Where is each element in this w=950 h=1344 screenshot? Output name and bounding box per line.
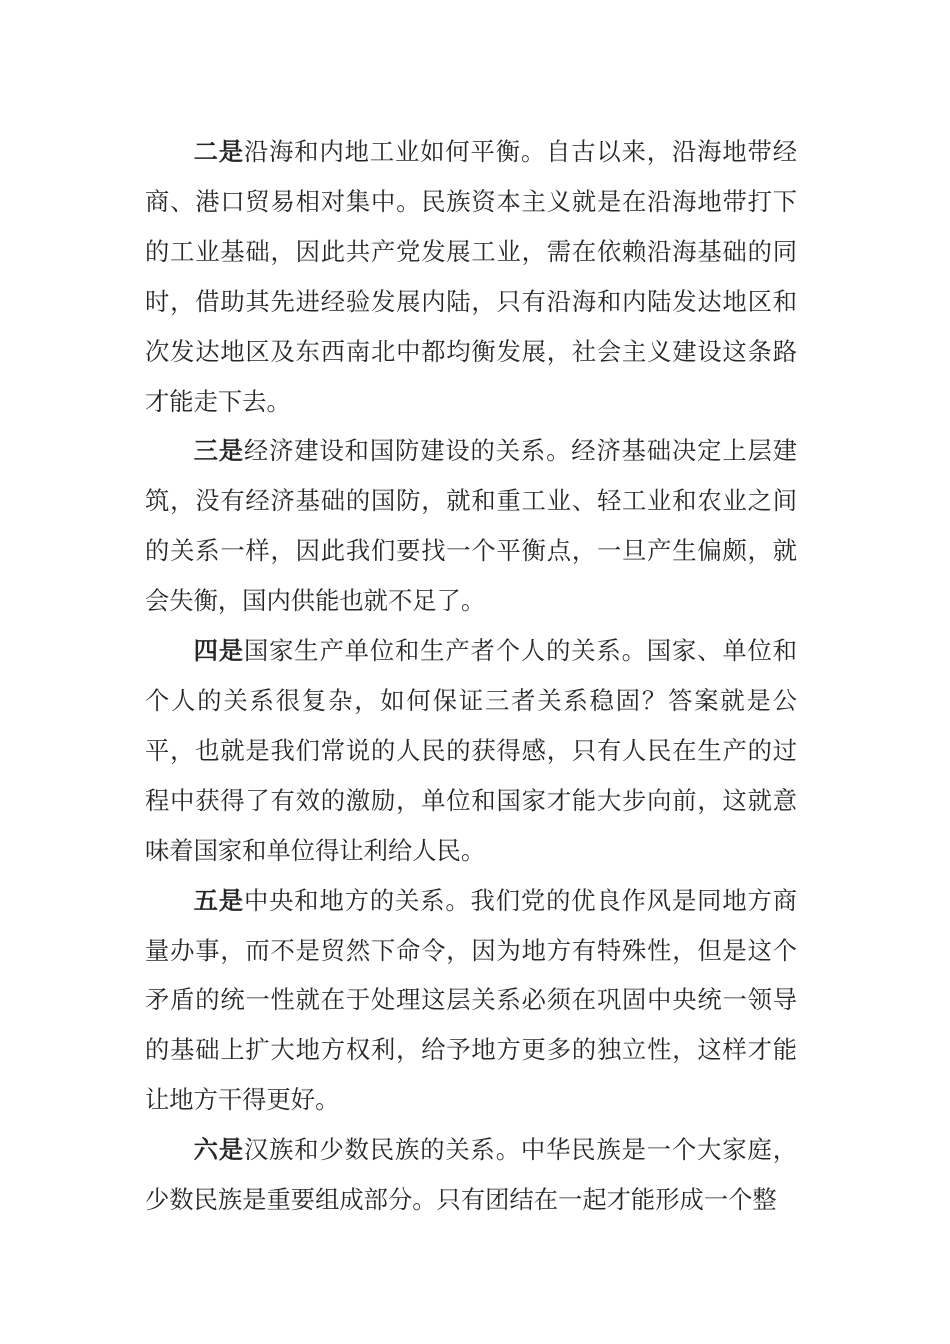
paragraph-central-local (145, 876, 797, 1126)
paragraph-text: 经济建设和国防建设的关系。经济基础决定上层建筑，没有经济基础的国防，就和重工业、轻工业和农业之间的关系一样，因此我们要找一个平衡点，一旦产生偏颇，就会失衡，国内供能也就不足了。 (145, 436, 797, 616)
paragraph-text: 中央和地方的关系。我们党的优良作风是同地方商量办事，而不是贸然下命令，因为地方有特殊性，但是这个矛盾的统一性就在于处理这层关系必须在巩固中央统一领导的基础上扩大地方权利，给予地方更多的独立性，这样才能让地方干得更好。 (145, 885, 797, 1115)
paragraph-han-minority (145, 1125, 797, 1225)
paragraph-lead: 四是 (193, 636, 244, 666)
paragraph-state-unit-individual (145, 626, 797, 876)
paragraph-lead: 五是 (193, 885, 244, 915)
paragraph-lead: 六是 (193, 1135, 244, 1165)
paragraph-lead: 三是 (193, 436, 244, 466)
paragraph-text: 沿海和内地工业如何平衡。自古以来，沿海地带经商、港口贸易相对集中。民族资本主义就是在沿海地带打下的工业基础，因此共产党发展工业，需在依赖沿海基础的同时，借助其先进经验发展内陆，只有沿海和内陆发达地区和次发达地区及东西南北中都均衡发展，社会主义建设这条路才能走下去。 (145, 137, 797, 416)
paragraph-coastal-inland-industry (145, 127, 797, 426)
paragraph-text: 国家生产单位和生产者个人的关系。国家、单位和个人的关系很复杂，如何保证三者关系稳固？答案就是公平，也就是我们常说的人民的获得感，只有人民在生产的过程中获得了有效的激励，单位和国家才能大步向前，这就意味着国家和单位得让利给人民。 (145, 636, 797, 865)
paragraph-economy-defense (145, 426, 797, 626)
paragraph-lead: 二是 (193, 137, 244, 166)
document-body (145, 127, 797, 1225)
paragraph-text: 汉族和少数民族的关系。中华民族是一个大家庭，少数民族是重要组成部分。只有团结在一起才能形成一个整 (145, 1135, 797, 1215)
